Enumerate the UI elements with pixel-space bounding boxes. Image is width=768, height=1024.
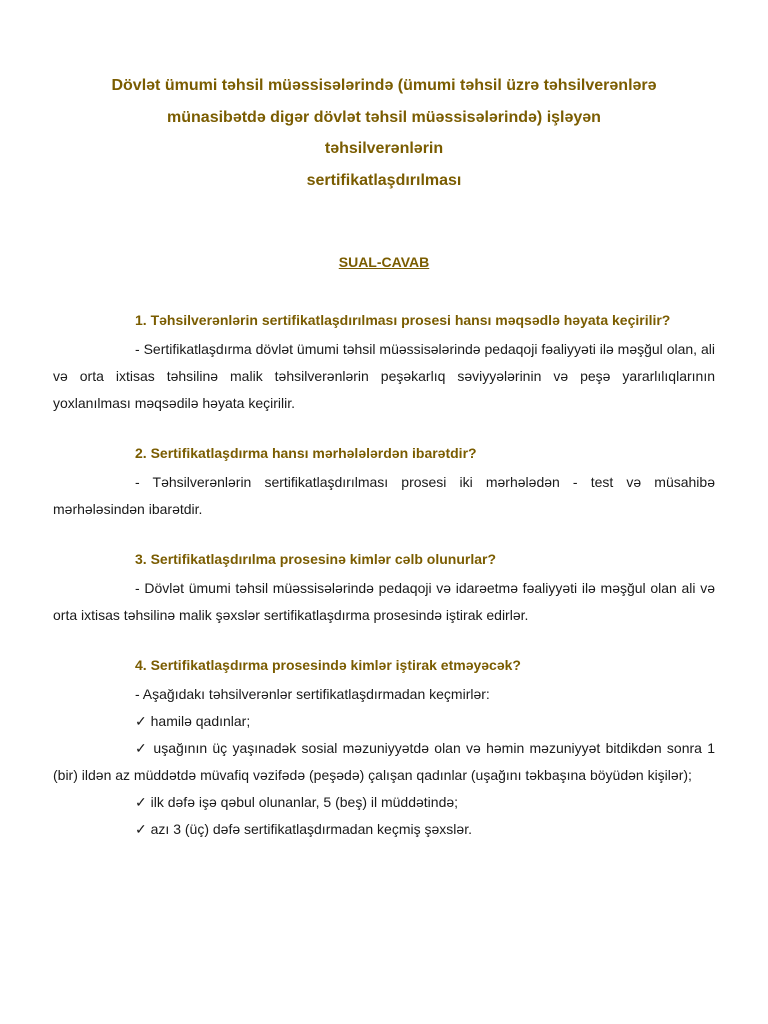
checkmark-icon: ✓ [135,740,149,756]
list-item [53,735,715,789]
question: 2. Sertifikatlaşdırma hansı mərhələlərdən ibarətdir? [135,445,477,461]
title-line: sertifikatlaşdırılması [306,171,462,189]
list-item-text: azı 3 (üç) dəfə sertifikatlaşdırmadan keçmiş şəxslər. [150,821,472,837]
question: 4. Sertifikatlaşdırma prosesində kimlər iştirak etməyəcək? [135,657,521,673]
list-item [53,789,715,816]
qa-section-1 [53,310,715,417]
list-item-text: uşağının üç yaşınadək sosial məzuniyyətdə olan və həmin məzuniyyət bitdikdən sonra 1 (bir) ildən az müddətdə müvafiq vəzifədə (peşədə) çalışan qadınlar (uşağını təkbaşına böyüdən kişilər); [53,740,715,783]
qa-section-2 [53,443,715,523]
question: 3. Sertifikatlaşdırılma prosesinə kimlər cəlb olunurlar? [135,551,497,567]
document-subtitle: SUAL-CAVAB [338,254,430,270]
question: 1. Təhsilverənlərin sertifikatlaşdırılması prosesi hansı məqsədlə həyata keçirilir? [135,312,671,328]
document-title [53,70,715,196]
list-item [53,708,715,735]
checkmark-icon: ✓ [135,794,147,810]
answer: - Dövlət ümumi təhsil müəssisələrində pedaqoji və idarəetmə fəaliyyəti ilə məşğul olan ali və orta ixtisas təhsilinə malik şəxslər sertifikatlaşdırma prosesində iştirak edirlər. [53,580,715,623]
answer: - Sertifikatlaşdırma dövlət ümumi təhsil müəssisələrində pedaqoji fəaliyyəti ilə məşğul olan, ali və orta ixtisas təhsilinə malik təhsilverənlərin peşəkarlıq səviyyələrinin və peşə yararlılıqlarının yoxlanılması məqsədilə həyata keçirilir. [53,341,715,411]
checkmark-icon: ✓ [135,713,147,729]
answer: - Aşağıdakı təhsilverənlər sertifikatlaşdırmadan keçmirlər: [135,686,490,702]
list-item-text: ilk dəfə işə qəbul olunanlar, 5 (beş) il müddətində; [150,794,459,810]
exemption-list [53,708,715,843]
qa-section-3 [53,549,715,629]
title-line: Dövlət ümumi təhsil müəssisələrində (ümumi təhsil üzrə təhsilverənlərə [111,77,657,94]
list-item [53,816,715,843]
checkmark-icon: ✓ [135,821,147,837]
title-line: təhsilverənlərin [324,140,444,157]
title-line: münasibətdə digər dövlət təhsil müəssisələrində) işləyən [167,108,601,126]
qa-section-4 [53,655,715,843]
list-item-text: hamilə qadınlar; [150,713,251,729]
answer: - Təhsilverənlərin sertifikatlaşdırılması prosesi iki mərhələdən - test və müsahibə mərhələsindən ibarətdir. [53,474,715,517]
